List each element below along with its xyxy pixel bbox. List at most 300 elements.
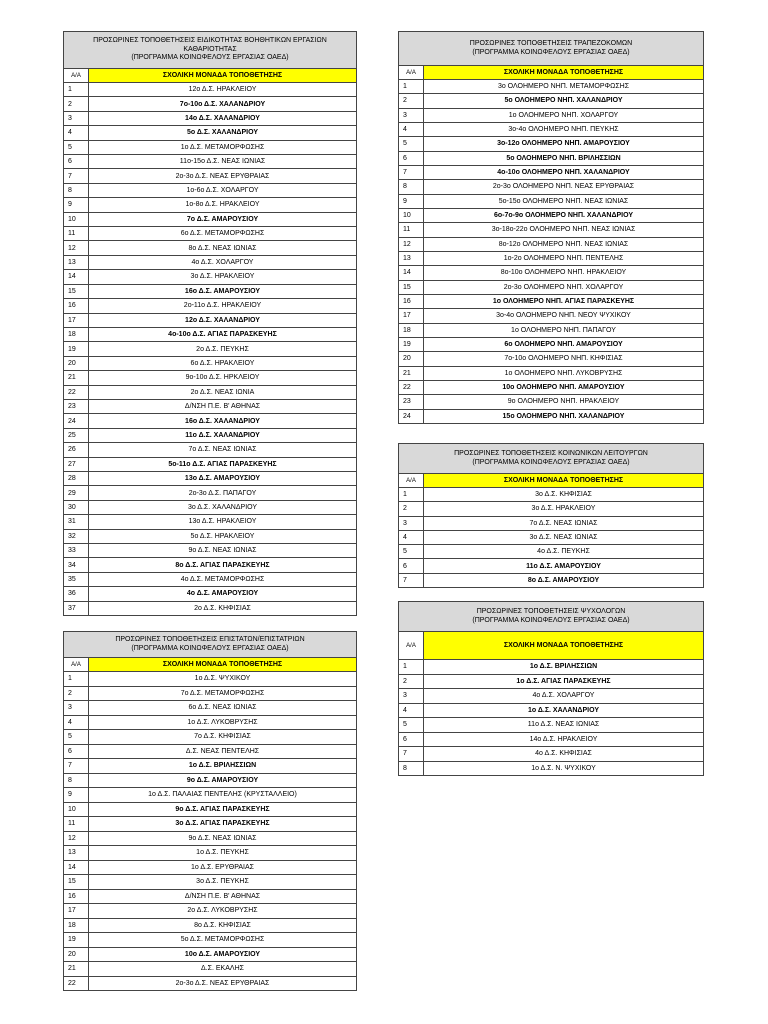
row-number: 9 [399, 194, 424, 208]
row-number: 4 [399, 703, 424, 718]
school-unit: 1ο ΟΛΟΗΜΕΡΟ ΝΗΠ. ΑΓΙΑΣ ΠΑΡΑΣΚΕΥΗΣ [424, 294, 704, 308]
school-unit: 7ο Δ.Σ. ΝΕΑΣ ΙΩΝΙΑΣ [424, 516, 704, 530]
row-number: 31 [64, 515, 89, 529]
table-row [399, 718, 704, 733]
table-row [399, 747, 704, 762]
column-header-aa: Α/Α [399, 66, 424, 80]
school-unit: 2ο-11ο Δ.Σ. ΗΡΑΚΛΕΙΟΥ [89, 299, 357, 313]
table-row [64, 904, 357, 919]
table-row [64, 83, 357, 97]
row-number: 20 [64, 947, 89, 962]
table-subtitle: (ΠΡΟΓΡΑΜΜΑ ΚΟΙΝΩΦΕΛΟΥΣ ΕΡΓΑΣΙΑΣ ΟΑΕΔ) [472, 616, 630, 624]
row-number: 2 [399, 94, 424, 108]
table-row [64, 414, 357, 428]
school-unit: 11ο Δ.Σ. ΧΑΛΑΝΔΡΙΟΥ [89, 428, 357, 442]
school-unit: 4ο Δ.Σ. ΑΜΑΡΟΥΣΙΟΥ [89, 587, 357, 601]
school-unit: 6ο-7ο-9ο ΟΛΟΗΜΕΡΟ ΝΗΠ. ΧΑΛΑΝΔΡΙΟΥ [424, 208, 704, 222]
table-row [399, 352, 704, 366]
table-row [399, 732, 704, 747]
school-unit: 3ο-12ο ΟΛΟΗΜΕΡΟ ΝΗΠ. ΑΜΑΡΟΥΣΙΟΥ [424, 137, 704, 151]
table-row [64, 701, 357, 716]
school-unit: 1ο-8ο Δ.Σ. ΗΡΑΚΛΕΙΟΥ [89, 198, 357, 212]
school-unit: 5ο ΟΛΟΗΜΕΡΟ ΝΗΠ. ΒΡΙΛΗΣΣΙΩΝ [424, 151, 704, 165]
row-number: 3 [399, 108, 424, 122]
school-unit: 3ο Δ.Σ. ΗΡΑΚΛΕΙΟΥ [424, 502, 704, 516]
table-row [64, 715, 357, 730]
row-number: 6 [399, 732, 424, 747]
row-number: 1 [399, 488, 424, 502]
row-number: 21 [64, 371, 89, 385]
row-number: 20 [64, 356, 89, 370]
row-number: 2 [64, 97, 89, 111]
column-header-aa: Α/Α [64, 658, 89, 672]
table-row [399, 395, 704, 409]
row-number: 13 [64, 255, 89, 269]
table-row [399, 165, 704, 179]
row-number: 24 [64, 414, 89, 428]
row-number: 22 [399, 380, 424, 394]
school-unit: 7ο Δ.Σ. ΝΕΑΣ ΙΩΝΙΑΣ [89, 443, 357, 457]
school-unit: 6ο Δ.Σ. ΜΕΤΑΜΟΡΦΩΣΗΣ [89, 227, 357, 241]
school-unit: 3ο Δ.Σ. ΝΕΑΣ ΙΩΝΙΑΣ [424, 530, 704, 544]
table-row [399, 309, 704, 323]
table-title: ΠΡΟΣΩΡΙΝΕΣ ΤΟΠΟΘΕΤΗΣΕΙΣ ΕΠΙΣΤΑΤΩΝ/ΕΠΙΣΤΑΤΡΙΩΝ [115, 635, 305, 643]
table-header-cell [64, 632, 357, 658]
school-unit: 11ο-15ο Δ.Σ. ΝΕΑΣ ΙΩΝΙΑΣ [89, 155, 357, 169]
column-header-school: ΣΧΟΛΙΚΗ ΜΟΝΑΔΑ ΤΟΠΟΘΕΤΗΣΗΣ [424, 66, 704, 80]
school-unit: 2ο-3ο Δ.Σ. ΝΕΑΣ ΕΡΥΘΡΑΙΑΣ [89, 169, 357, 183]
table-row [64, 544, 357, 558]
row-number: 18 [64, 918, 89, 933]
table-row [399, 151, 704, 165]
row-number: 37 [64, 601, 89, 615]
school-unit: 2ο-3ο Δ.Σ. ΠΑΠΑΓΟΥ [89, 486, 357, 500]
row-number: 20 [399, 352, 424, 366]
row-number: 7 [399, 573, 424, 587]
row-number: 15 [64, 284, 89, 298]
table-row [64, 759, 357, 774]
column-header-aa: Α/Α [399, 632, 424, 660]
school-unit: 3ο-4ο ΟΛΟΗΜΕΡΟ ΝΗΠ. ΝΕΟΥ ΨΥΧΙΚΟΥ [424, 309, 704, 323]
table-row [64, 227, 357, 241]
school-unit: 6ο Δ.Σ. ΝΕΑΣ ΙΩΝΙΑΣ [89, 701, 357, 716]
table-row [399, 94, 704, 108]
row-number: 13 [399, 251, 424, 265]
table-row [64, 313, 357, 327]
row-number: 6 [399, 151, 424, 165]
row-number: 21 [64, 962, 89, 977]
school-unit: 9ο-10ο Δ.Σ. ΗΡΚΛΕΙΟΥ [89, 371, 357, 385]
table-row [399, 108, 704, 122]
school-unit: 1ο ΟΛΟΗΜΕΡΟ ΝΗΠ. ΛΥΚΟΒΡΥΣΗΣ [424, 366, 704, 380]
school-unit: 2ο-3ο ΟΛΟΗΜΕΡΟ ΝΗΠ. ΧΟΛΑΡΓΟΥ [424, 280, 704, 294]
table-row [64, 773, 357, 788]
row-number: 10 [399, 208, 424, 222]
school-unit: 5ο Δ.Σ. ΗΡΑΚΛΕΙΟΥ [89, 529, 357, 543]
school-unit: 7ο-10ο ΟΛΟΗΜΕΡΟ ΝΗΠ. ΚΗΦΙΣΙΑΣ [424, 352, 704, 366]
school-unit: 9ο Δ.Σ. ΝΕΑΣ ΙΩΝΙΑΣ [89, 831, 357, 846]
table-row [399, 674, 704, 689]
table-row [399, 660, 704, 675]
row-number: 4 [399, 122, 424, 136]
row-number: 8 [64, 183, 89, 197]
column-header-school: ΣΧΟΛΙΚΗ ΜΟΝΑΔΑ ΤΟΠΟΘΕΤΗΣΗΣ [89, 658, 357, 672]
school-unit: 2ο Δ.Σ. ΠΕΥΚΗΣ [89, 342, 357, 356]
school-unit: 8ο-12ο ΟΛΟΗΜΕΡΟ ΝΗΠ. ΝΕΑΣ ΙΩΝΙΑΣ [424, 237, 704, 251]
table-row [399, 280, 704, 294]
row-number: 15 [64, 875, 89, 890]
row-number: 17 [399, 309, 424, 323]
table-row [64, 284, 357, 298]
school-unit: 1ο-6ο Δ.Σ. ΧΟΛΑΡΓΟΥ [89, 183, 357, 197]
school-unit: 2ο Δ.Σ. ΝΕΑΣ ΙΩΝΙΑ [89, 385, 357, 399]
table-title: ΠΡΟΣΩΡΙΝΕΣ ΤΟΠΟΘΕΤΗΣΕΙΣ ΕΙΔΙΚΟΤΗΤΑΣ ΒΟΗΘΗΤΙΚΩΝ ΕΡΓΑΣΙΩΝ ΚΑΘΑΡΙΟΤΗΤΑΣ [93, 36, 327, 53]
school-unit: 9ο Δ.Σ. ΑΓΙΑΣ ΠΑΡΑΣΚΕΥΗΣ [89, 802, 357, 817]
school-unit: 10ο ΟΛΟΗΜΕΡΟ ΝΗΠ. ΑΜΑΡΟΥΣΙΟΥ [424, 380, 704, 394]
table-row [399, 122, 704, 136]
table-subtitle: (ΠΡΟΓΡΑΜΜΑ ΚΟΙΝΩΦΕΛΟΥΣ ΕΡΓΑΣΙΑΣ ΟΑΕΔ) [472, 458, 630, 466]
table-row [64, 126, 357, 140]
school-unit: 4ο-10ο Δ.Σ. ΑΓΙΑΣ ΠΑΡΑΣΚΕΥΗΣ [89, 327, 357, 341]
school-unit: 1ο Δ.Σ. ΠΑΛΑΙΑΣ ΠΕΝΤΕΛΗΣ (ΚΡΥΣΤΑΛΛΕΙΟ) [89, 788, 357, 803]
row-number: 26 [64, 443, 89, 457]
column-header-school: ΣΧΟΛΙΚΗ ΜΟΝΑΔΑ ΤΟΠΟΘΕΤΗΣΗΣ [89, 69, 357, 83]
school-unit: 1ο-2ο ΟΛΟΗΜΕΡΟ ΝΗΠ. ΠΕΝΤΕΛΗΣ [424, 251, 704, 265]
table-row [399, 545, 704, 559]
school-unit: 1ο Δ.Σ. ΨΥΧΙΚΟΥ [89, 672, 357, 687]
school-unit: 3ο Δ.Σ. ΑΓΙΑΣ ΠΑΡΑΣΚΕΥΗΣ [89, 817, 357, 832]
row-number: 2 [64, 686, 89, 701]
row-number: 14 [399, 266, 424, 280]
school-unit: 5ο Δ.Σ. ΧΑΛΑΝΔΡΙΟΥ [89, 126, 357, 140]
school-unit: 1ο Δ.Σ. ΧΑΛΑΝΔΡΙΟΥ [424, 703, 704, 718]
table-header [399, 32, 704, 66]
school-unit: 3ο Δ.Σ. ΠΕΥΚΗΣ [89, 875, 357, 890]
table-row [64, 817, 357, 832]
school-unit: 13ο Δ.Σ. ΗΡΑΚΛΕΙΟΥ [89, 515, 357, 529]
school-unit: 3ο ΟΛΟΗΜΕΡΟ ΝΗΠ. ΜΕΤΑΜΟΡΦΩΣΗΣ [424, 80, 704, 94]
row-number: 7 [399, 165, 424, 179]
table-row [399, 294, 704, 308]
table-row [64, 356, 357, 370]
table-row [64, 212, 357, 226]
table-row [64, 744, 357, 759]
row-number: 23 [64, 399, 89, 413]
row-number: 5 [399, 137, 424, 151]
table-row [64, 730, 357, 745]
row-number: 5 [64, 730, 89, 745]
table-row [64, 169, 357, 183]
school-unit: 2ο Δ.Σ. ΛΥΚΟΒΡΥΣΗΣ [89, 904, 357, 919]
table-row [399, 251, 704, 265]
row-number: 3 [399, 516, 424, 530]
school-unit: 7ο Δ.Σ. ΚΗΦΙΣΙΑΣ [89, 730, 357, 745]
table-waiters [398, 31, 704, 424]
table-row [64, 672, 357, 687]
table-row [399, 689, 704, 704]
school-unit: Δ.Σ. ΕΚΑΛΗΣ [89, 962, 357, 977]
column-header-row [399, 632, 704, 660]
row-number: 23 [399, 395, 424, 409]
school-unit: 11ο Δ.Σ. ΑΜΑΡΟΥΣΙΟΥ [424, 559, 704, 573]
row-number: 9 [64, 788, 89, 803]
table-row [399, 516, 704, 530]
table-header-cell [399, 32, 704, 66]
row-number: 17 [64, 313, 89, 327]
row-number: 4 [64, 126, 89, 140]
table-header-cell [399, 444, 704, 474]
school-unit: 1ο Δ.Σ. ΛΥΚΟΒΡΥΣΗΣ [89, 715, 357, 730]
row-number: 8 [399, 180, 424, 194]
row-number: 35 [64, 572, 89, 586]
row-number: 5 [64, 140, 89, 154]
row-number: 7 [399, 747, 424, 762]
table-caretakers [63, 631, 357, 991]
table-row [399, 573, 704, 587]
table-row [64, 802, 357, 817]
table-row [64, 270, 357, 284]
table-row [399, 180, 704, 194]
row-number: 24 [399, 409, 424, 423]
row-number: 3 [64, 111, 89, 125]
table-row [399, 559, 704, 573]
school-unit: 15ο ΟΛΟΗΜΕΡΟ ΝΗΠ. ΧΑΛΑΝΔΡΙΟΥ [424, 409, 704, 423]
row-number: 27 [64, 457, 89, 471]
table-row [64, 962, 357, 977]
row-number: 1 [399, 80, 424, 94]
school-unit: 8ο Δ.Σ. ΑΓΙΑΣ ΠΑΡΑΣΚΕΥΗΣ [89, 558, 357, 572]
row-number: 19 [64, 342, 89, 356]
table-header [399, 444, 704, 474]
school-unit: 1ο Δ.Σ. ΒΡΙΛΗΣΣΙΩΝ [424, 660, 704, 675]
school-unit: 3ο Δ.Σ. ΚΗΦΙΣΙΑΣ [424, 488, 704, 502]
column-header-row [64, 658, 357, 672]
school-unit: 7ο Δ.Σ. ΑΜΑΡΟΥΣΙΟΥ [89, 212, 357, 226]
row-number: 19 [399, 337, 424, 351]
table-row [64, 918, 357, 933]
school-unit: 1ο Δ.Σ. ΠΕΥΚΗΣ [89, 846, 357, 861]
table-row [64, 515, 357, 529]
row-number: 9 [64, 198, 89, 212]
row-number: 3 [399, 689, 424, 704]
table-row [64, 572, 357, 586]
table-subtitle: (ΠΡΟΓΡΑΜΜΑ ΚΟΙΝΩΦΕΛΟΥΣ ΕΡΓΑΣΙΑΣ ΟΑΕΔ) [472, 48, 630, 56]
school-unit: 1ο Δ.Σ. ΑΓΙΑΣ ΠΑΡΑΣΚΕΥΗΣ [424, 674, 704, 689]
school-unit: 6ο Δ.Σ. ΗΡΑΚΛΕΙΟΥ [89, 356, 357, 370]
school-unit: 8ο Δ.Σ. ΝΕΑΣ ΙΩΝΙΑΣ [89, 241, 357, 255]
table-row [64, 933, 357, 948]
column-header-school: ΣΧΟΛΙΚΗ ΜΟΝΑΔΑ ΤΟΠΟΘΕΤΗΣΗΣ [424, 474, 704, 488]
table-social-workers [398, 443, 704, 588]
row-number: 2 [399, 502, 424, 516]
table-row [64, 587, 357, 601]
table-title: ΠΡΟΣΩΡΙΝΕΣ ΤΟΠΟΘΕΤΗΣΕΙΣ ΤΡΑΠΕΖΟΚΟΜΩΝ [469, 39, 633, 47]
table-row [64, 846, 357, 861]
row-number: 12 [64, 241, 89, 255]
row-number: 7 [64, 169, 89, 183]
row-number: 25 [64, 428, 89, 442]
school-unit: 8ο Δ.Σ. ΑΜΑΡΟΥΣΙΟΥ [424, 573, 704, 587]
row-number: 7 [64, 759, 89, 774]
school-unit: 4ο Δ.Σ. ΧΟΛΑΡΓΟΥ [89, 255, 357, 269]
school-unit: 1ο ΟΛΟΗΜΕΡΟ ΝΗΠ. ΠΑΠΑΓΟΥ [424, 323, 704, 337]
school-unit: 5ο-15ο ΟΛΟΗΜΕΡΟ ΝΗΠ. ΝΕΑΣ ΙΩΝΙΑΣ [424, 194, 704, 208]
school-unit: Δ/ΝΣΗ Π.Ε. Β' ΑΘΗΝΑΣ [89, 399, 357, 413]
row-number: 6 [64, 744, 89, 759]
row-number: 4 [64, 715, 89, 730]
row-number: 6 [64, 155, 89, 169]
row-number: 10 [64, 212, 89, 226]
table-row [64, 529, 357, 543]
school-unit: 4ο Δ.Σ. ΜΕΤΑΜΟΡΦΩΣΗΣ [89, 572, 357, 586]
row-number: 11 [64, 817, 89, 832]
school-unit: 4ο-10ο ΟΛΟΗΜΕΡΟ ΝΗΠ. ΧΑΛΑΝΔΡΙΟΥ [424, 165, 704, 179]
row-number: 33 [64, 544, 89, 558]
school-unit: 3ο Δ.Σ. ΧΑΛΑΝΔΡΙΟΥ [89, 500, 357, 514]
school-unit: 7ο Δ.Σ. ΜΕΤΑΜΟΡΦΩΣΗΣ [89, 686, 357, 701]
table-row [64, 486, 357, 500]
row-number: 11 [64, 227, 89, 241]
school-unit: 4ο Δ.Σ. ΧΟΛΑΡΓΟΥ [424, 689, 704, 704]
row-number: 5 [399, 718, 424, 733]
table-row [399, 530, 704, 544]
table-header-cell [64, 32, 357, 69]
row-number: 36 [64, 587, 89, 601]
school-unit: 16ο Δ.Σ. ΧΑΛΑΝΔΡΙΟΥ [89, 414, 357, 428]
table-row [399, 323, 704, 337]
table-row [64, 140, 357, 154]
table-subtitle: (ΠΡΟΓΡΑΜΜΑ ΚΟΙΝΩΦΕΛΟΥΣ ΕΡΓΑΣΙΑΣ ΟΑΕΔ) [131, 644, 289, 652]
table-row [399, 703, 704, 718]
school-unit: 5ο ΟΛΟΗΜΕΡΟ ΝΗΠ. ΧΑΛΑΝΔΡΙΟΥ [424, 94, 704, 108]
table-row [64, 97, 357, 111]
school-unit: 1ο ΟΛΟΗΜΕΡΟ ΝΗΠ. ΧΟΛΑΡΓΟΥ [424, 108, 704, 122]
row-number: 5 [399, 545, 424, 559]
school-unit: 11ο Δ.Σ. ΝΕΑΣ ΙΩΝΙΑΣ [424, 718, 704, 733]
row-number: 34 [64, 558, 89, 572]
table-row [399, 208, 704, 222]
table-row [399, 194, 704, 208]
row-number: 21 [399, 366, 424, 380]
table-subtitle: (ΠΡΟΓΡΑΜΜΑ ΚΟΙΝΩΦΕΛΟΥΣ ΕΡΓΑΣΙΑΣ ΟΑΕΔ) [131, 54, 289, 62]
school-unit: 12ο Δ.Σ. ΧΑΛΑΝΔΡΙΟΥ [89, 313, 357, 327]
school-unit: 1ο Δ.Σ. ΜΕΤΑΜΟΡΦΩΣΗΣ [89, 140, 357, 154]
row-number: 8 [64, 773, 89, 788]
row-number: 30 [64, 500, 89, 514]
school-unit: 8ο Δ.Σ. ΚΗΦΙΣΙΑΣ [89, 918, 357, 933]
row-number: 12 [64, 831, 89, 846]
row-number: 18 [399, 323, 424, 337]
school-unit: 13ο Δ.Σ. ΑΜΑΡΟΥΣΙΟΥ [89, 471, 357, 485]
table-row [399, 137, 704, 151]
school-unit: 4ο Δ.Σ. ΚΗΦΙΣΙΑΣ [424, 747, 704, 762]
column-header-aa: Α/Α [64, 69, 89, 83]
row-number: 14 [64, 270, 89, 284]
table-row [64, 601, 357, 615]
row-number: 3 [64, 701, 89, 716]
row-number: 18 [64, 327, 89, 341]
column-header-row [399, 474, 704, 488]
school-unit: 3ο-4ο ΟΛΟΗΜΕΡΟ ΝΗΠ. ΠΕΥΚΗΣ [424, 122, 704, 136]
row-number: 19 [64, 933, 89, 948]
table-row [64, 399, 357, 413]
school-unit: 12ο Δ.Σ. ΗΡΑΚΛΕΙΟΥ [89, 83, 357, 97]
school-unit: 3ο-18ο-22ο ΟΛΟΗΜΕΡΟ ΝΗΠ. ΝΕΑΣ ΙΩΝΙΑΣ [424, 223, 704, 237]
row-number: 14 [64, 860, 89, 875]
row-number: 2 [399, 674, 424, 689]
table-title: ΠΡΟΣΩΡΙΝΕΣ ΤΟΠΟΘΕΤΗΣΕΙΣ ΚΟΙΝΩΝΙΚΩΝ ΛΕΙΤΟΥΡΓΩΝ [454, 449, 648, 457]
table-row [399, 337, 704, 351]
table-row [64, 889, 357, 904]
table-row [64, 241, 357, 255]
table-row [64, 183, 357, 197]
table-row [399, 761, 704, 776]
school-unit: 5ο-11ο Δ.Σ. ΑΓΙΑΣ ΠΑΡΑΣΚΕΥΗΣ [89, 457, 357, 471]
row-number: 8 [399, 761, 424, 776]
column-header-aa: Α/Α [399, 474, 424, 488]
table-row [64, 831, 357, 846]
row-number: 16 [64, 889, 89, 904]
school-unit: 6ο ΟΛΟΗΜΕΡΟ ΝΗΠ. ΑΜΑΡΟΥΣΙΟΥ [424, 337, 704, 351]
column-header-school: ΣΧΟΛΙΚΗ ΜΟΝΑΔΑ ΤΟΠΟΘΕΤΗΣΗΣ [424, 632, 704, 660]
table-header [399, 602, 704, 632]
table-row [64, 947, 357, 962]
row-number: 16 [399, 294, 424, 308]
row-number: 6 [399, 559, 424, 573]
school-unit: 10ο Δ.Σ. ΑΜΑΡΟΥΣΙΟΥ [89, 947, 357, 962]
table-row [399, 80, 704, 94]
table-row [64, 471, 357, 485]
table-row [64, 327, 357, 341]
school-unit: 1ο Δ.Σ. Ν. ΨΥΧΙΚΟΥ [424, 761, 704, 776]
school-unit: 1ο Δ.Σ. ΕΡΥΘΡΑΙΑΣ [89, 860, 357, 875]
school-unit: 1ο Δ.Σ. ΒΡΙΛΗΣΣΙΩΝ [89, 759, 357, 774]
table-row [64, 385, 357, 399]
row-number: 22 [64, 976, 89, 991]
row-number: 10 [64, 802, 89, 817]
school-unit: Δ/ΝΣΗ Π.Ε. Β' ΑΘΗΝΑΣ [89, 889, 357, 904]
table-row [64, 875, 357, 890]
row-number: 28 [64, 471, 89, 485]
school-unit: 14ο Δ.Σ. ΗΡΑΚΛΕΙΟΥ [424, 732, 704, 747]
school-unit: 2ο-3ο Δ.Σ. ΝΕΑΣ ΕΡΥΘΡΑΙΑΣ [89, 976, 357, 991]
table-row [64, 255, 357, 269]
table-row [399, 502, 704, 516]
table-row [64, 860, 357, 875]
school-unit: 9ο ΟΛΟΗΜΕΡΟ ΝΗΠ. ΗΡΑΚΛΕΙΟΥ [424, 395, 704, 409]
row-number: 17 [64, 904, 89, 919]
table-row [64, 155, 357, 169]
table-row [399, 237, 704, 251]
row-number: 15 [399, 280, 424, 294]
row-number: 1 [399, 660, 424, 675]
table-row [64, 443, 357, 457]
table-row [399, 488, 704, 502]
table-row [399, 223, 704, 237]
row-number: 22 [64, 385, 89, 399]
table-row [399, 409, 704, 423]
column-header-row [399, 66, 704, 80]
table-row [399, 266, 704, 280]
table-row [399, 380, 704, 394]
row-number: 29 [64, 486, 89, 500]
table-cleaning-staff [63, 31, 357, 616]
table-row [64, 299, 357, 313]
table-psychologists [398, 601, 704, 776]
school-unit: 2ο-3ο ΟΛΟΗΜΕΡΟ ΝΗΠ. ΝΕΑΣ ΕΡΥΘΡΑΙΑΣ [424, 180, 704, 194]
school-unit: 8ο-10ο ΟΛΟΗΜΕΡΟ ΝΗΠ. ΗΡΑΚΛΕΙΟΥ [424, 266, 704, 280]
school-unit: 4ο Δ.Σ. ΠΕΥΚΗΣ [424, 545, 704, 559]
